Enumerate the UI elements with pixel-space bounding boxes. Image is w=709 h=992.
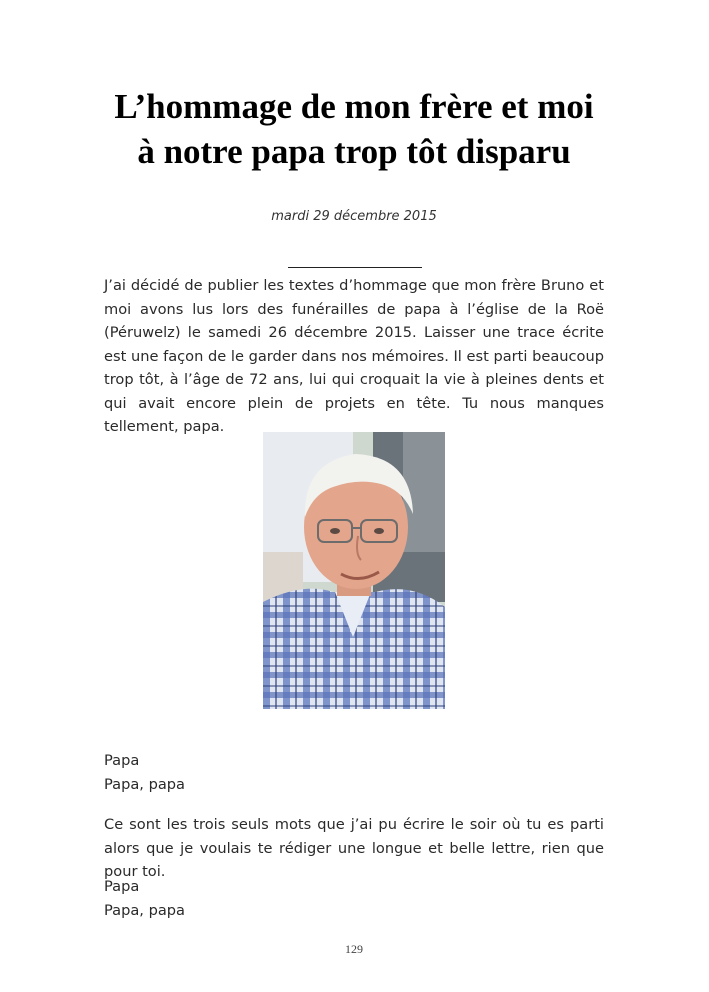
intro-paragraph: J’ai décidé de publier les textes d’hommage que mon frère Bruno et moi avons lus lors des funérailles de papa à l’église de la Roë (Péruwelz) le samedi 26 décembre 2015. Laisser une trace écrite est une façon de le garder dans nos mémoires. Il est parti beaucoup trop tôt, à l’âge de 72 ans, lui qui croquait la vie à pleines dents et qui avait encore plein de projets en tête. Tu nous manques tellement, papa. (104, 277, 604, 435)
refrain-line: Papa (104, 878, 140, 895)
body-paragraph: Ce sont les trois seuls mots que j’ai pu écrire le soir où tu es parti alors que je voulais te rédiger une longue et belle lettre, rien que pour toi. (104, 816, 604, 880)
refrain-block (104, 749, 604, 796)
page-number: 129 (345, 942, 363, 956)
refrain-line: Papa (104, 752, 140, 769)
portrait-photo (263, 432, 445, 709)
article-title: L’hommage de mon frère et moi à notre papa trop tôt disparu (114, 87, 594, 171)
separator-rule (288, 267, 422, 268)
article-date: mardi 29 décembre 2015 (271, 209, 437, 224)
refrain-block (104, 875, 604, 922)
refrain-line: Papa, papa (104, 901, 185, 919)
refrain-line: Papa, papa (104, 775, 185, 793)
